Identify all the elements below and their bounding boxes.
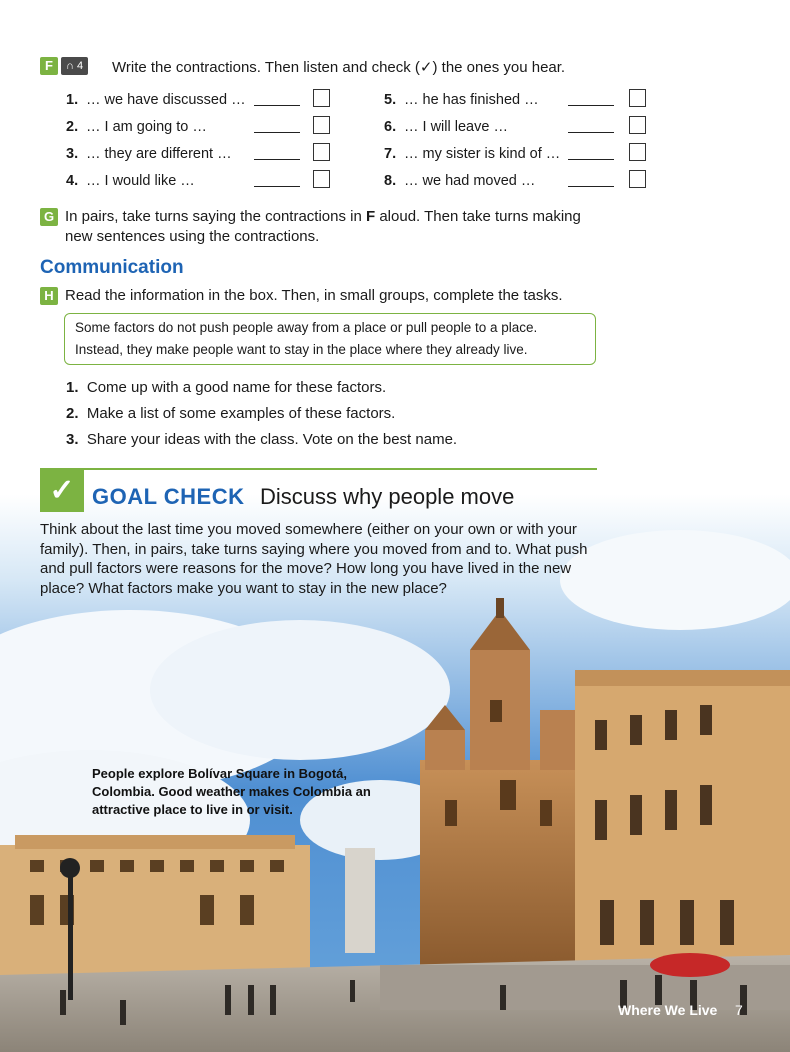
contraction-item-7: 7. … my sister is kind of … [384, 146, 561, 162]
goal-check-text: Think about the last time you moved somewhere (either on your own or with your family). Then, in pairs, take turns saying where you moved from and to. What push and pull factors were reasons for the move? How long you have lived in the new place? What factors make you want to stay in the new place? [40, 521, 588, 597]
contraction-item-4: 4. … I would like … [66, 173, 195, 189]
audio-track-badge[interactable] [61, 57, 88, 75]
check-box-8[interactable] [629, 170, 646, 188]
goal-check-subtitle: Discuss why people move [260, 484, 515, 509]
check-box-3[interactable] [313, 143, 330, 161]
answer-blank-6[interactable] [568, 120, 614, 133]
section-h-instruction: Read the information in the box. Then, in small groups, complete the tasks. [65, 287, 563, 304]
task-item-2: 2. Make a list of some examples of these factors. [66, 405, 396, 422]
section-h-badge: H [40, 287, 58, 305]
goal-check-divider [40, 468, 597, 470]
info-box [64, 313, 596, 365]
section-g-instruction: In pairs, take turns saying the contractions in F aloud. Then take turns making new sentences using the contractions. [65, 208, 581, 245]
contraction-item-2: 2. … I am going to … [66, 119, 207, 135]
checkmark-icon: ✓ [40, 470, 84, 512]
goal-check-title: GOAL CHECK [92, 484, 245, 509]
communication-heading: Communication [40, 257, 184, 278]
contraction-item-5: 5. … he has finished … [384, 92, 539, 108]
check-box-6[interactable] [629, 116, 646, 134]
headphones-icon: ∩ [66, 60, 74, 72]
audio-track-number: 4 [76, 60, 84, 72]
answer-blank-1[interactable] [254, 93, 300, 106]
contraction-item-3: 3. … they are different … [66, 146, 232, 162]
page-number: 7 [735, 1002, 743, 1018]
check-box-5[interactable] [629, 89, 646, 107]
answer-blank-8[interactable] [568, 174, 614, 187]
check-box-7[interactable] [629, 143, 646, 161]
answer-blank-4[interactable] [254, 174, 300, 187]
section-f-badge: F [40, 57, 58, 75]
check-box-4[interactable] [313, 170, 330, 188]
answer-blank-7[interactable] [568, 147, 614, 160]
contraction-item-1: 1. … we have discussed … [66, 92, 246, 108]
photo-caption: People explore Bolívar Square in Bogotá, Colombia. Good weather makes Colombia an attractive place to live in or visit. [92, 766, 371, 817]
task-item-1: 1. Come up with a good name for these factors. [66, 379, 387, 396]
info-box-line-1: Some factors do not push people away from a place or pull people to a place. [75, 320, 538, 335]
section-f-instruction: Write the contractions. Then listen and check (✓) the ones you hear. [112, 59, 566, 76]
answer-blank-2[interactable] [254, 120, 300, 133]
answer-blank-3[interactable] [254, 147, 300, 160]
answer-blank-5[interactable] [568, 93, 614, 106]
contraction-item-8: 8. … we had moved … [384, 173, 536, 189]
contraction-item-6: 6. … I will leave … [384, 119, 508, 135]
section-g-badge: G [40, 208, 58, 226]
footer-unit-title: Where We Live [618, 1002, 718, 1018]
task-item-3: 3. Share your ideas with the class. Vote on the best name. [66, 431, 458, 448]
check-box-2[interactable] [313, 116, 330, 134]
info-box-line-2: Instead, they make people want to stay in the place where they already live. [75, 342, 528, 357]
check-box-1[interactable] [313, 89, 330, 107]
